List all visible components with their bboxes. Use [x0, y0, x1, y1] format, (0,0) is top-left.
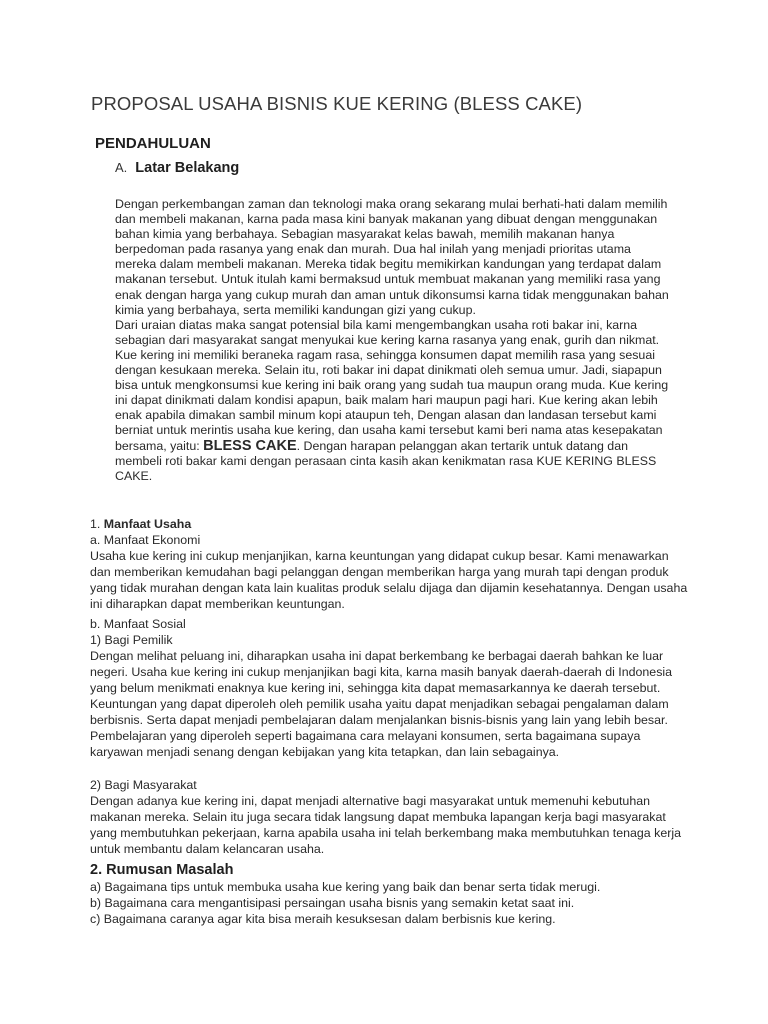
- rumusan-item: a) Bagaimana tips untuk membuka usaha kue kering yang baik dan benar serta tidak merugi.: [90, 880, 601, 894]
- intro-paragraph-2-text: Dari uraian diatas maka sangat potensial bila kami mengembangkan usaha roti bakar ini, karna sebagian dari masyarakat sangat menyukai kue kering karna rasanya yang enak, gurih dan nikmat. Kue kering ini memiliki beraneka ragam rasa, sehingga konsumen dapat memilih rasa yang sesuai dengan kesukaan mereka. Selain itu, roti bakar ini dapat dinikmati oleh semua umur. Jadi, siapapun bisa untuk mengkonsumsi kue kering ini baik orang yang sudah tua maupun orang muda. Kue kering ini dapat dinikmati dalam kondisi apapun, baik malam hari maupun pagi hari. Kue kering akan lebih enak apabila dimakan sambil minum kopi ataupun teh, Dengan alasan dan landasan tersebut kami berniat untuk merintis usaha kue kering, dan usaha kami tersebut kami beri nama atas kesepakatan bersama, yaitu:: [115, 317, 669, 453]
- ekonomi-heading: a. Manfaat Ekonomi: [90, 533, 201, 547]
- section-heading: PENDAHULUAN: [95, 135, 211, 152]
- intro-paragraph-2: [115, 318, 675, 484]
- sosial-heading: b. Manfaat Sosial: [90, 617, 186, 631]
- masyarakat-section: [90, 777, 690, 857]
- manfaat-title: Manfaat Usaha: [103, 517, 192, 531]
- rumusan-item: c) Bagaimana caranya agar kita bisa meraih kesuksesan dalam berbisnis kue kering.: [90, 912, 556, 926]
- rumusan-item: b) Bagaimana cara mengantisipasi persaingan usaha bisnis yang semakin ketat saat ini.: [90, 896, 575, 910]
- intro-paragraph-2-end: . Dengan harapan pelanggan akan tertarik untuk datang dan membeli roti bakar kami dengan perasaan cinta kasih akan kenikmatan rasa KUE KERING BLESS CAKE.: [115, 438, 657, 483]
- manfaat-section: [90, 516, 690, 612]
- subsection-heading: [115, 159, 239, 177]
- document-title: PROPOSAL USAHA BISNIS KUE KERING (BLESS CAKE): [91, 93, 583, 114]
- ekonomi-text: Usaha kue kering ini cukup menjanjikan, karna keuntungan yang didapat cukup besar. Kami menawarkan dan memberikan kemudahan bagi pelanggan dengan memberikan harga yang murah tapi dengan produk yang tidak murahan dengan kata lain kualitas produk selalu dijaga dan dijamin kesehatannya. Dengan usaha ini diharapkan dapat memberikan keuntungan.: [90, 549, 688, 611]
- manfaat-heading: [90, 516, 690, 532]
- pemilik-text: Dengan melihat peluang ini, diharapkan usaha ini dapat berkembang ke berbagai daerah bahkan ke luar negeri. Usaha kue kering ini cukup menjanjikan bagi kita, karna masih banyak daerah-daerah di Indonesia yang belum menikmati enaknya kue kering ini, sehingga kita dapat memasarkannya ke daerah tersebut. Keuntungan yang dapat diperoleh oleh pemilik usaha yaitu dapat menjadikan sebagai pengalaman dalam berbisnis. Serta dapat menjadi pembelajaran dalam menjalankan bisnis-bisnis yang lain yang lebih besar. Pembelajaran yang diperoleh seperti bagaimana cara melayani konsumen, serta bagaimana supaya karyawan menjadi senang dengan kebijakan yang kita tetapkan, dan lain sebagainya.: [90, 649, 673, 759]
- masyarakat-heading: 2) Bagi Masyarakat: [90, 778, 197, 792]
- masyarakat-text: Dengan adanya kue kering ini, dapat menjadi alternative bagi masyarakat untuk memenuhi kebutuhan makanan mereka. Selain itu juga secara tidak langsung dapat membuka lapangan kerja bagi masyarakat yang membutuhkan pekerjaan, karna apabila usaha ini telah berkembang maka membutuhkan tenaga kerja untuk membantu dalam kelancaran usaha.: [90, 794, 681, 856]
- rumusan-section: [90, 861, 690, 927]
- subsection-marker: A.: [115, 160, 128, 175]
- pemilik-heading: 1) Bagi Pemilik: [90, 633, 173, 647]
- brand-name: BLESS CAKE: [203, 437, 297, 454]
- manfaat-number: 1.: [90, 517, 101, 531]
- sosial-section: [90, 616, 690, 760]
- intro-text: [115, 197, 675, 484]
- intro-paragraph-1: Dengan perkembangan zaman dan teknologi maka orang sekarang mulai berhati-hati dalam memilih dan membeli makanan, karna pada masa kini banyak makanan yang dibuat dengan menggunakan bahan kimia yang berbahaya. Sebagian masyarakat kelas bawah, memilih makanan hanya berpedoman pada rasanya yang enak dan murah. Dua hal inilah yang menjadi prioritas utama mereka dalam membeli makanan. Mereka tidak begitu memikirkan kandungan yang terdapat dalam makanan tersebut. Untuk itulah kami bermaksud untuk membuat makanan yang memiliki rasa yang enak dengan harga yang cukup murah dan aman untuk dikonsumsi karna tidak menggunakan bahan kimia yang berbahaya, serta memiliki kandungan gizi yang cukup.: [115, 197, 669, 317]
- rumusan-title: 2. Rumusan Masalah: [90, 862, 234, 878]
- subsection-label: Latar Belakang: [135, 160, 240, 176]
